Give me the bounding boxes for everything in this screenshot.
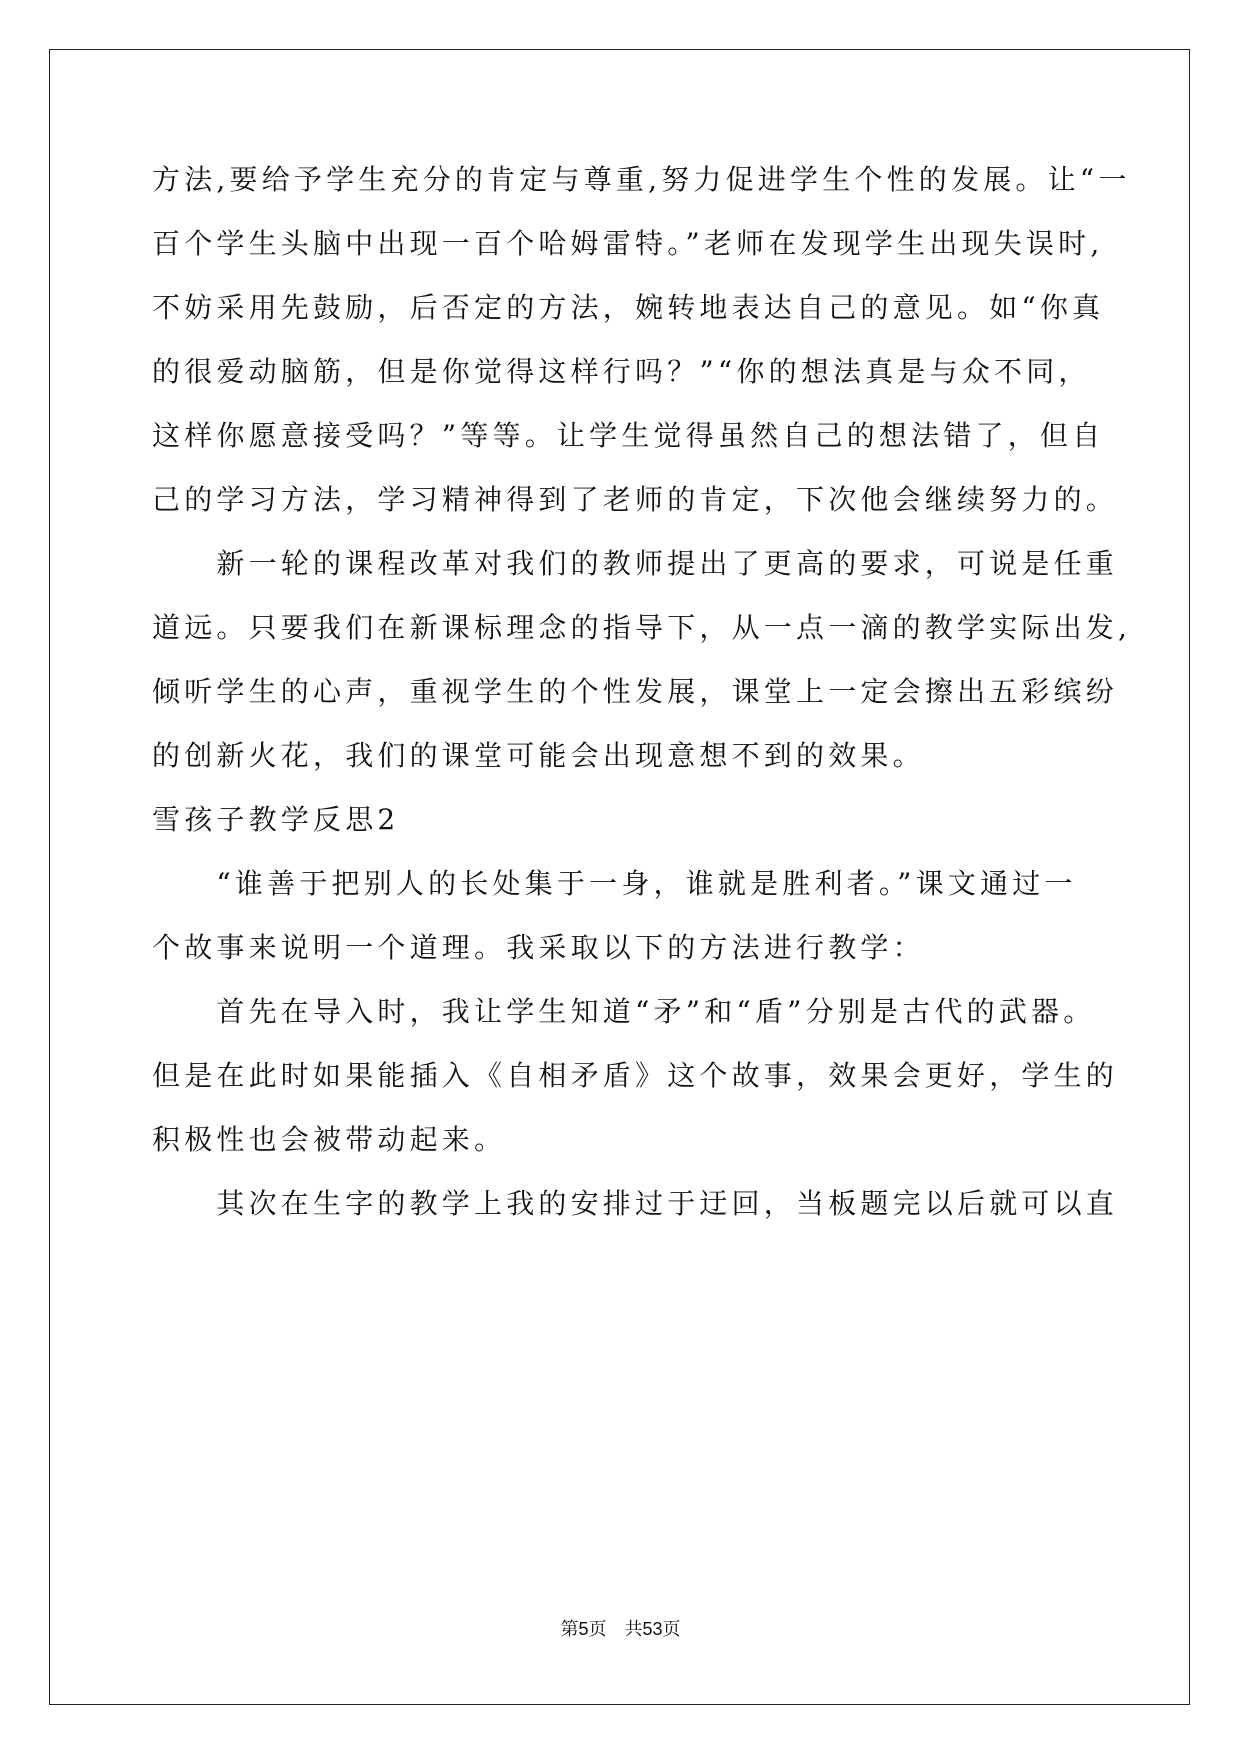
body-line: “谁善于把别人的长处集于一身，谁就是胜利者。”课文通过一 xyxy=(152,867,1077,900)
body-line: 己的学习方法，学习精神得到了老师的肯定，下次他会继续努力的。 xyxy=(152,483,1119,516)
footer-prefix: 第 xyxy=(560,1619,579,1640)
body-line: 个故事来说明一个道理。我采取以下的方法进行教学： xyxy=(152,931,925,964)
body-line: 这样你愿意接受吗？”等等。让学生觉得虽然自己的想法错了，但自 xyxy=(152,419,1105,452)
body-line: 但是在此时如果能插入《自相矛盾》这个故事，效果会更好，学生的 xyxy=(152,1059,1119,1092)
footer-total-suffix: 页 xyxy=(662,1619,681,1640)
body-line: 其次在生字的教学上我的安排过于迂回，当板题完以后就可以直 xyxy=(152,1187,1119,1220)
body-line: 百个学生头脑中出现一百个哈姆雷特。”老师在发现学生出现失误时, xyxy=(152,227,1104,260)
body-line: 的很爱动脑筋，但是你觉得这样行吗？”“你的想法真是与众不同， xyxy=(152,355,1091,388)
footer-total-prefix: 共 xyxy=(624,1619,643,1640)
body-line: 新一轮的课程改革对我们的教师提出了更高的要求，可说是任重 xyxy=(152,547,1119,580)
total-pages-number: 53 xyxy=(642,1619,663,1639)
body-line: 方法,要给予学生充分的肯定与尊重,努力促进学生个性的发展。让“一 xyxy=(152,163,1131,196)
body-line: 不妨采用先鼓励，后否定的方法，婉转地表达自己的意见。如“你真 xyxy=(152,291,1105,324)
body-line: 积极性也会被带动起来。 xyxy=(152,1123,507,1156)
document-body xyxy=(152,148,1132,1236)
body-line: 道远。只要我们在新课标理念的指导下，从一点一滴的教学实际出发, xyxy=(152,611,1132,644)
section-heading: 雪孩子教学反思2 xyxy=(152,803,400,836)
footer-page-suffix: 页 xyxy=(588,1619,607,1640)
body-line: 首先在导入时，我让学生知道“矛”和“盾”分别是古代的武器。 xyxy=(152,995,1096,1028)
body-line: 的创新火花，我们的课堂可能会出现意想不到的效果。 xyxy=(152,739,925,772)
body-line: 倾听学生的心声，重视学生的个性发展，课堂上一定会擦出五彩缤纷 xyxy=(152,675,1119,708)
page-footer xyxy=(0,1615,1241,1641)
current-page-number: 5 xyxy=(578,1619,589,1639)
